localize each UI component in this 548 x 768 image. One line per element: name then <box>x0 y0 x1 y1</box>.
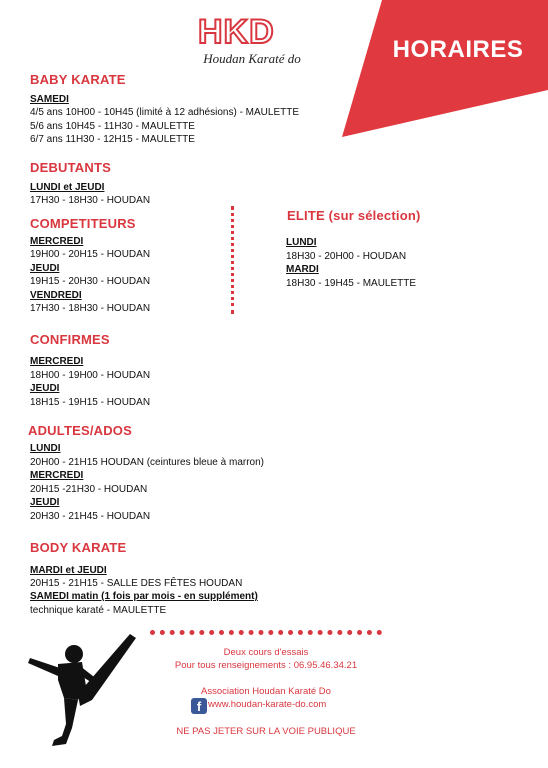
section-title-competiteurs: COMPETITEURS <box>30 216 136 231</box>
day-label: LUNDI <box>30 443 61 454</box>
schedule-line: 18H30 - 19H45 - MAULETTE <box>286 278 417 289</box>
contact-info: Pour tous renseignements : 06.95.46.34.21 <box>174 660 358 671</box>
logo-subtitle: Houdan Karaté do <box>203 51 301 66</box>
schedule-line: 19H00 - 20H15 - HOUDAN <box>30 249 151 260</box>
footer-divider <box>150 630 382 635</box>
schedule-line: 17H30 - 18H30 - HOUDAN <box>30 303 151 314</box>
association-name: Association Houdan Karaté Do <box>201 686 331 697</box>
day-label: MARDI et JEUDI <box>30 565 107 576</box>
day-label: MARDI <box>286 264 319 275</box>
section-title-confirmes: CONFIRMES <box>30 332 110 347</box>
website-link[interactable]: www.houdan-karate-do.com <box>208 699 327 710</box>
day-label: VENDREDI <box>30 290 82 301</box>
schedule-line: 20H15 - 21H15 - SALLE DES FÊTES HOUDAN <box>30 578 243 589</box>
schedule-line: 18H15 - 19H15 - HOUDAN <box>30 397 151 408</box>
day-label: MERCREDI <box>30 356 84 367</box>
section-title-baby: BABY KARATE <box>30 72 126 87</box>
schedule-line: 20H15 -21H30 - HOUDAN <box>30 484 148 495</box>
karateka-silhouette-icon <box>22 628 140 752</box>
day-label: SAMEDI <box>30 94 69 105</box>
day-label: LUNDI et JEUDI <box>30 182 105 193</box>
section-title-elite: ELITE (sur sélection) <box>287 208 421 223</box>
schedule-line: 5/6 ans 10H45 - 11H30 - MAULETTE <box>30 121 195 132</box>
schedule-line: 18H00 - 19H00 - HOUDAN <box>30 370 151 381</box>
page-title: HORAIRES <box>392 36 524 63</box>
section-title-adultes: ADULTES/ADOS <box>28 423 132 438</box>
section-title-body: BODY KARATE <box>30 540 127 555</box>
day-label: LUNDI <box>286 237 317 248</box>
notice-text: NE PAS JETER SUR LA VOIE PUBLIQUE <box>176 726 356 737</box>
logo-main-text: HKD <box>198 13 275 51</box>
trial-text: Deux cours d'essais <box>223 647 309 658</box>
day-label: JEUDI <box>30 383 60 394</box>
day-label: MERCREDI <box>30 236 84 247</box>
schedule-line: 17H30 - 18H30 - HOUDAN <box>30 195 151 206</box>
facebook-icon[interactable]: f <box>191 698 207 714</box>
day-label: JEUDI <box>30 497 60 508</box>
day-label: JEUDI <box>30 263 60 274</box>
vertical-divider <box>231 206 234 314</box>
schedule-line: 6/7 ans 11H30 - 12H15 - MAULETTE <box>30 134 195 145</box>
schedule-line: 19H15 - 20H30 - HOUDAN <box>30 276 151 287</box>
day-label: SAMEDI matin (1 fois par mois - en supplément) <box>30 591 258 602</box>
schedule-line: 4/5 ans 10H00 - 10H45 (limité à 12 adhésions) - MAULETTE <box>30 107 300 118</box>
schedule-line: technique karaté - MAULETTE <box>30 605 167 616</box>
club-logo <box>192 14 312 72</box>
section-title-debutants: DEBUTANTS <box>30 160 111 175</box>
schedule-line: 18H30 - 20H00 - HOUDAN <box>286 251 407 262</box>
schedule-line: 20H30 - 21H45 - HOUDAN <box>30 511 151 522</box>
day-label: MERCREDI <box>30 470 84 481</box>
schedule-line: 20H00 - 21H15 HOUDAN (ceintures bleue à marron) <box>30 457 264 468</box>
